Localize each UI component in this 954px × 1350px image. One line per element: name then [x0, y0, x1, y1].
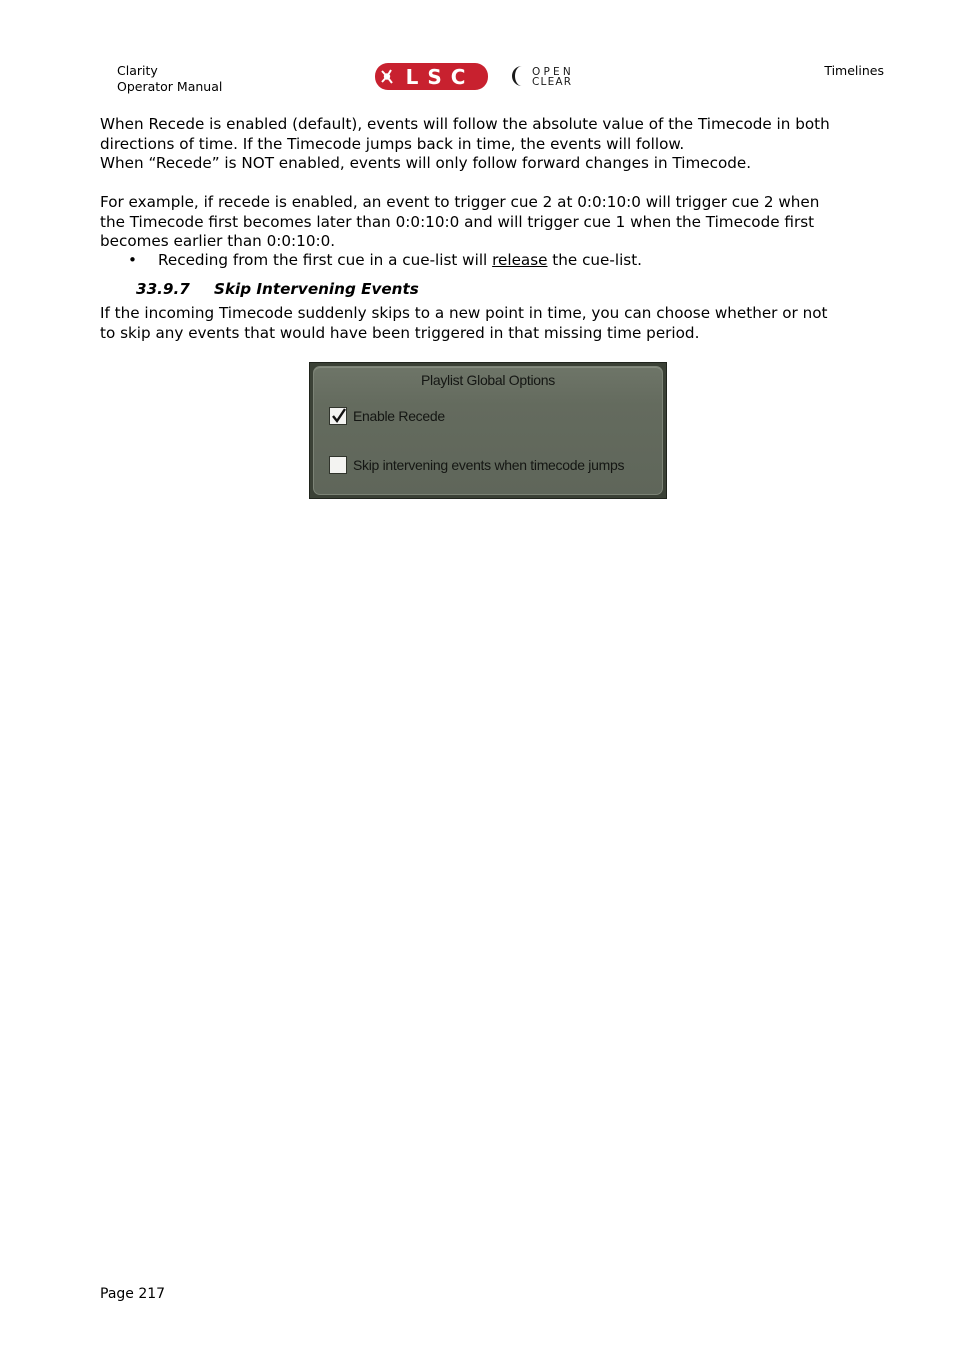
openclear-logo-bottom: CLEAR — [532, 76, 573, 88]
skip-intervening-label[interactable]: Skip intervening events when timecode jumps — [353, 457, 625, 473]
bullet-dot: • — [128, 251, 137, 269]
paragraph-example — [100, 193, 890, 252]
bullet-text-pre: Receding from the first cue in a cue-list will — [158, 251, 493, 269]
section-title: Skip Intervening Events — [214, 280, 419, 298]
enable-recede-checkbox[interactable] — [329, 407, 347, 425]
lsc-logo — [374, 62, 489, 95]
openclear-logo — [510, 64, 608, 92]
header-product: Clarity — [117, 63, 158, 78]
enable-recede-label[interactable]: Enable Recede — [353, 408, 445, 424]
paragraph-skip — [100, 304, 890, 343]
panel-groupbox — [313, 366, 663, 495]
paragraph-line: the Timecode first becomes later than 0:0:10:0 and will trigger cue 1 when the Timecode first — [100, 212, 815, 231]
skip-intervening-option[interactable] — [329, 456, 624, 474]
header-left — [117, 63, 222, 95]
bullet-item — [128, 251, 642, 271]
paragraph-line: For example, if recede is enabled, an event to trigger cue 2 at 0:0:10:0 will trigger cue 2 when — [100, 193, 820, 211]
openclear-logo-top: OPEN — [532, 66, 574, 78]
playlist-global-options-panel — [309, 362, 667, 499]
paragraph-line: When “Recede” is NOT enabled, events will only follow forward changes in Timecode. — [100, 154, 752, 172]
paragraph-line: If the incoming Timecode suddenly skips to a new point in time, you can choose whether or not — [100, 304, 828, 322]
section-number: 33.9.7 — [136, 280, 190, 298]
lsc-logo-text: LSC — [405, 65, 475, 89]
header-manual: Operator Manual — [117, 79, 223, 94]
paragraph-line: to skip any events that would have been triggered in that missing time period. — [100, 323, 700, 342]
checkmark-icon — [331, 408, 347, 424]
skip-intervening-checkbox[interactable] — [329, 456, 347, 474]
panel-title: Playlist Global Options — [421, 372, 555, 388]
bullet-text-post: the cue-list. — [547, 251, 642, 269]
paragraph-line: directions of time. If the Timecode jumps back in time, the events will follow. — [100, 134, 685, 153]
paragraph-line: When Recede is enabled (default), events will follow the absolute value of the Timecode in both — [100, 115, 830, 133]
enable-recede-option[interactable] — [329, 407, 445, 425]
paragraph-line: becomes earlier than 0:0:10:0. — [100, 232, 336, 250]
page-number: Page 217 — [100, 1286, 166, 1302]
paragraph-recede — [100, 115, 890, 174]
section-heading — [136, 280, 419, 300]
header-section: Timelines — [824, 63, 884, 78]
release-link[interactable]: release — [492, 251, 548, 269]
